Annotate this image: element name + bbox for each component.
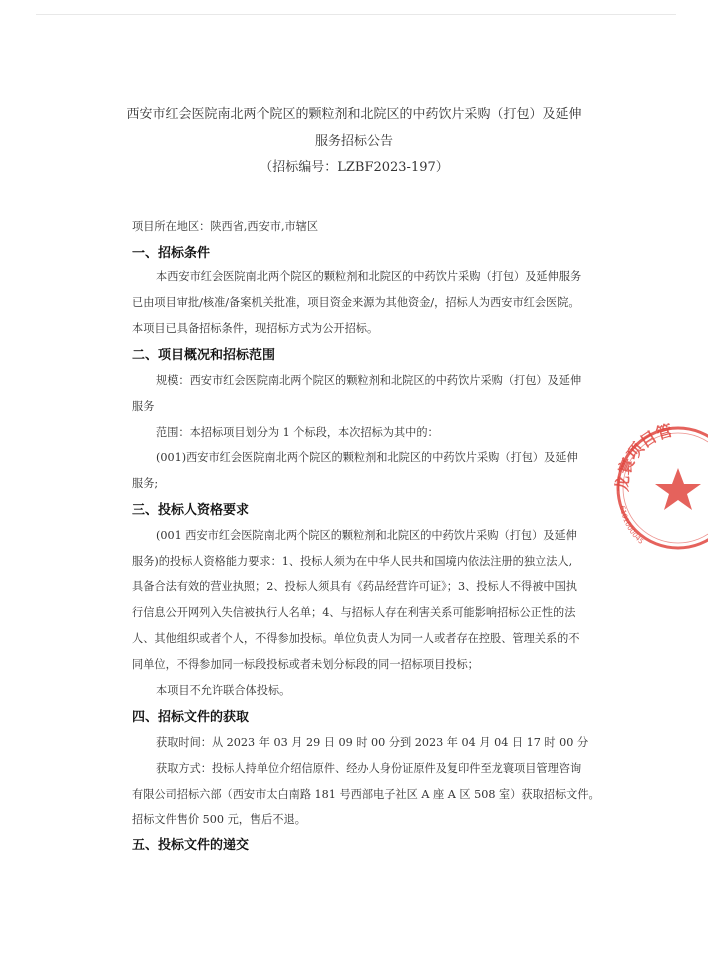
section-5-heading: 五、投标文件的递交 [132, 838, 250, 853]
seal-text-top: 龙寰项目管 [612, 420, 675, 493]
section-3-line-4: 行信息公开网列入失信被执行人名单；4、与招标人存在利害关系可能影响招标公正性的法 [132, 606, 576, 619]
section-3-line-3: 具备合法有效的营业执照；2、投标人须具有《药品经营许可证》；3、投标人不得被中国执 [132, 580, 577, 593]
section-1-line-1: 本西安市红会医院南北两个院区的颗粒剂和北院区的中药饮片采购（打包）及延伸服务 [156, 270, 582, 283]
project-location: 项目所在地区：陕西省,西安市,市辖区 [132, 220, 319, 233]
section-3-line-1: (001 西安市红会医院南北两个院区的颗粒剂和北院区的中药饮片采购（打包）及延伸 [156, 529, 577, 542]
section-2-heading: 二、项目概况和招标范围 [132, 348, 276, 363]
doc-title-line2: 服务招标公告 [314, 134, 393, 149]
section-3-line-5: 人、其他组织或者个人，不得参加投标。单位负责人为同一人或者存在控股、管理关系的不 [132, 632, 580, 645]
section-2-line-3: 范围：本招标项目划分为 1 个标段，本次招标为其中的： [156, 426, 439, 439]
section-2-line-5: 服务; [132, 477, 159, 490]
section-3-heading: 三、投标人资格要求 [132, 503, 250, 518]
svg-text:龙寰项目管 [612, 421, 674, 493]
section-4-line-2: 获取方式：投标人持单位介绍信原件、经办人身份证原件及复印件至龙寰项目管理咨询 [156, 762, 582, 775]
company-seal-icon [606, 420, 708, 550]
section-4-heading: 四、招标文件的获取 [132, 710, 250, 725]
bid-number: （招标编号：LZBF2023-197） [259, 160, 449, 175]
section-1-line-3: 本项目已具备招标条件，现招标方式为公开招标。 [132, 322, 379, 335]
svg-text:6101000045 [618, 505, 645, 546]
section-2-line-1: 规模：西安市红会医院南北两个院区的颗粒剂和北院区的中药饮片采购（打包）及延伸 [156, 374, 582, 387]
section-4-line-4: 招标文件售价 500 元，售后不退。 [132, 813, 306, 826]
section-4-line-1: 获取时间：从 2023 年 03 月 29 日 09 时 00 分到 2023 年 04 月 04 日 17 时 00 分 [156, 736, 589, 749]
section-2-line-2: 服务 [132, 400, 155, 413]
section-3-line-2: 服务)的投标人资格能力要求：1、投标人须为在中华人民共和国境内依法注册的独立法人, [132, 555, 573, 568]
page-top-rule [36, 14, 676, 15]
section-1-heading: 一、招标条件 [132, 246, 211, 261]
section-4-line-3: 有限公司招标六部（西安市太白南路 181 号西部电子社区 A 座 A 区 508 室）获取招标文件。 [132, 788, 600, 801]
doc-title-line1: 西安市红会医院南北两个院区的颗粒剂和北院区的中药饮片采购（打包）及延伸 [126, 107, 582, 122]
section-2-line-4: (001)西安市红会医院南北两个院区的颗粒剂和北院区的中药饮片采购（打包）及延伸 [156, 451, 578, 464]
section-3-line-6: 同单位，不得参加同一标段投标或者未划分标段的同一招标项目投标； [132, 658, 479, 671]
section-3-line-7: 本项目不允许联合体投标。 [156, 684, 291, 697]
section-1-line-2: 已由项目审批/核准/备案机关批准，项目资金来源为其他资金/，招标人为西安市红会医院。 [132, 296, 580, 309]
seal-text-bottom: 6101000045 [617, 505, 646, 546]
